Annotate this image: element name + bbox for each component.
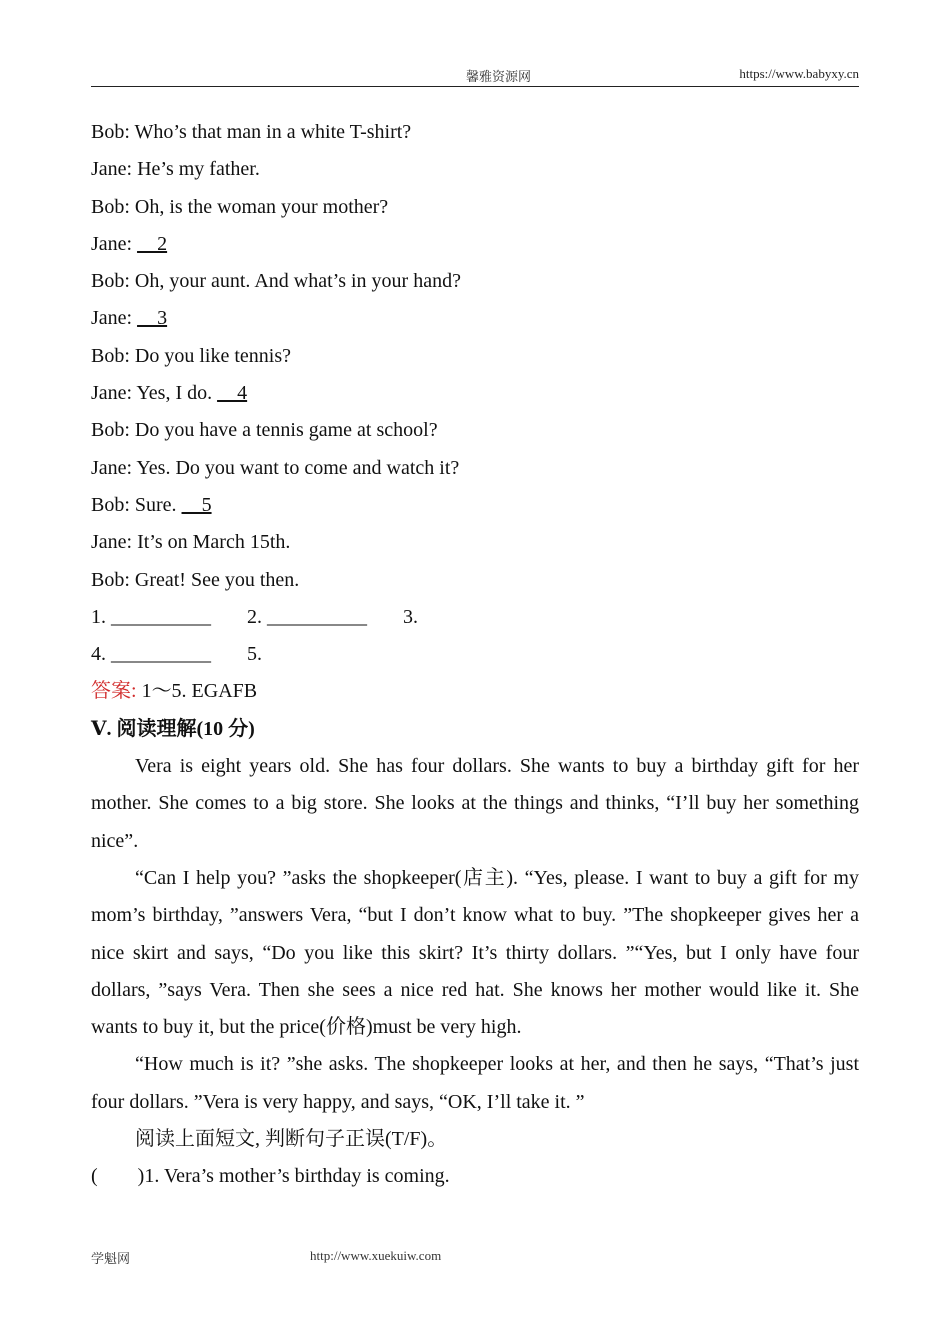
dialogue-line: Bob: Do you have a tennis game at school? (91, 419, 438, 442)
footer-site-name: 学魁网 (91, 1251, 131, 1266)
header-url[interactable]: https://www.babyxy.cn (739, 66, 859, 81)
document-body (91, 114, 859, 1196)
section-title: Ⅴ. 阅读理解(10 分) (91, 717, 255, 740)
dialogue-line: Bob: Great! See you then. (91, 568, 300, 591)
dialogue-line: Jane: __2 (91, 232, 168, 255)
answer-blank-3: 3. (403, 605, 418, 628)
question-1: ( )1. Vera’s mother’s birthday is coming. (91, 1165, 450, 1188)
dialogue-line: Bob: Who’s that man in a white T-shirt? (91, 121, 412, 143)
answer-blank-4: 4. __________ (91, 643, 211, 666)
blank-4: __4 (217, 382, 248, 405)
dialogue-line: Jane: __3 (91, 307, 168, 330)
answer-text: 1～5. EGAFB (136, 680, 258, 703)
passage-paragraph: “Can I help you? ”asks the shopkeeper(店主). “Yes, please. I want to buy a gift for my mom’s birthday, ”answers Vera, “but I don’t know what to buy. ”The shopkeeper gives her a nice skirt and says, “Do you like this skirt? It’s thirty dollars. ”“Yes, but I only have four dollars, ”says Vera. Then she sees a nice red hat. She knows her mother would like it. She wants to buy it, but the price(价格)must be very high. (91, 866, 859, 1039)
dialogue-line: Jane: Yes. Do you want to come and watch it? (91, 456, 460, 479)
blank-3: __3 (137, 307, 168, 330)
blank-5: __5 (181, 493, 212, 516)
dialogue-line: Jane: Yes, I do. __4 (91, 382, 248, 405)
answer-blanks-row-1 (91, 599, 859, 636)
answer-label: 答案: (91, 680, 137, 703)
blank-2: __2 (137, 232, 168, 255)
dialogue-line: Bob: Do you like tennis? (91, 344, 291, 367)
footer-url[interactable]: http://www.xuekuiw.com (310, 1248, 442, 1263)
passage-instruction: 阅读上面短文, 判断句子正误(T/F)。 (135, 1128, 448, 1151)
passage-paragraph: Vera is eight years old. She has four dollars. She wants to buy a birthday gift for her mother. She comes to a big store. She looks at the things and thinks, “I’ll buy her something nice”. (91, 755, 859, 852)
answer-blank-2: 2. __________ (247, 605, 367, 628)
answer-blank-5: 5. (247, 643, 262, 666)
dialogue-line: Bob: Oh, is the woman your mother? (91, 195, 389, 218)
answer-line (91, 673, 859, 710)
passage-paragraph: “How much is it? ”she asks. The shopkeeper looks at her, and then he says, “That’s just four dollars. ”Vera is very happy, and says, “OK, I’ll take it. ” (91, 1053, 859, 1113)
dialogue-line: Bob: Oh, your aunt. And what’s in your hand? (91, 270, 461, 293)
dialogue-line: Jane: It’s on March 15th. (91, 531, 291, 554)
page-header (91, 66, 859, 87)
answer-blank-1: 1. __________ (91, 605, 211, 628)
answer-blanks-row-2 (91, 636, 859, 673)
header-site-name: 馨雅资源网 (466, 69, 532, 84)
dialogue-line: Jane: He’s my father. (91, 158, 260, 181)
dialogue-line: Bob: Sure. __5 (91, 493, 212, 516)
